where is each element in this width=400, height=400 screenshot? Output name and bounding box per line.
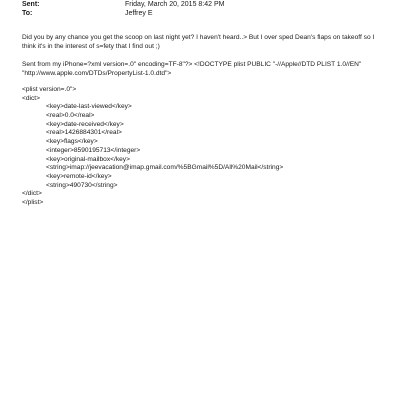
plist-xml-block — [22, 86, 283, 208]
plist-xml-line: <real>1426884301</real> — [46, 129, 122, 137]
message-paragraph-1-line-2: think it's in the interest of s=fety that I find out ;) — [22, 42, 160, 50]
plist-xml-line: <key>original-mailbox</key> — [46, 155, 130, 163]
plist-xml-line: </plist> — [22, 198, 44, 206]
plist-xml-line: <key>remote-id</key> — [46, 172, 112, 180]
to-label: To: — [22, 10, 33, 17]
message-paragraph-2-line-2: "http://www.apple.com/DTDs/PropertyList-1.0.dtd"> — [22, 69, 172, 77]
plist-xml-line: </dict> — [22, 190, 42, 198]
plist-xml-line: <key>flags</key> — [46, 138, 98, 146]
plist-xml-line: <key>date-last-viewed</key> — [46, 103, 132, 111]
to-recipient-value: Jeffrey E — [125, 10, 153, 17]
sent-date-value: Friday, March 20, 2015 8:42 PM — [125, 1, 225, 8]
message-paragraph-1 — [22, 34, 374, 51]
plist-xml-line: <string>imap://jeevacation@imap.gmail.com/%5BGmail%5D/All%20Mail</string> — [46, 164, 284, 172]
plist-xml-line: <plist version=.0"> — [22, 86, 77, 93]
sent-label: Sent: — [22, 1, 40, 8]
plist-xml-line: <key>date-received</key> — [46, 120, 124, 128]
message-paragraph-2 — [22, 61, 361, 78]
message-paragraph-1-line-1: Did you by any chance you get the scoop on last night yet? I haven't heard..> But I over sped Dean's flaps on takeoff so I — [22, 34, 375, 41]
message-paragraph-2-line-1: Sent from my iPhone=?xml version=.0" encoding=TF-8"?> <!DOCTYPE plist PUBLIC "-//Apple//DTD PLIST 1.0//EN" — [22, 61, 362, 68]
plist-xml-line: <dict> — [22, 94, 40, 102]
plist-xml-line: <real>0.0</real> — [46, 112, 95, 120]
plist-xml-line: <integer>8590195713</integer> — [46, 146, 141, 154]
plist-xml-line: <string>490730</string> — [46, 181, 118, 189]
